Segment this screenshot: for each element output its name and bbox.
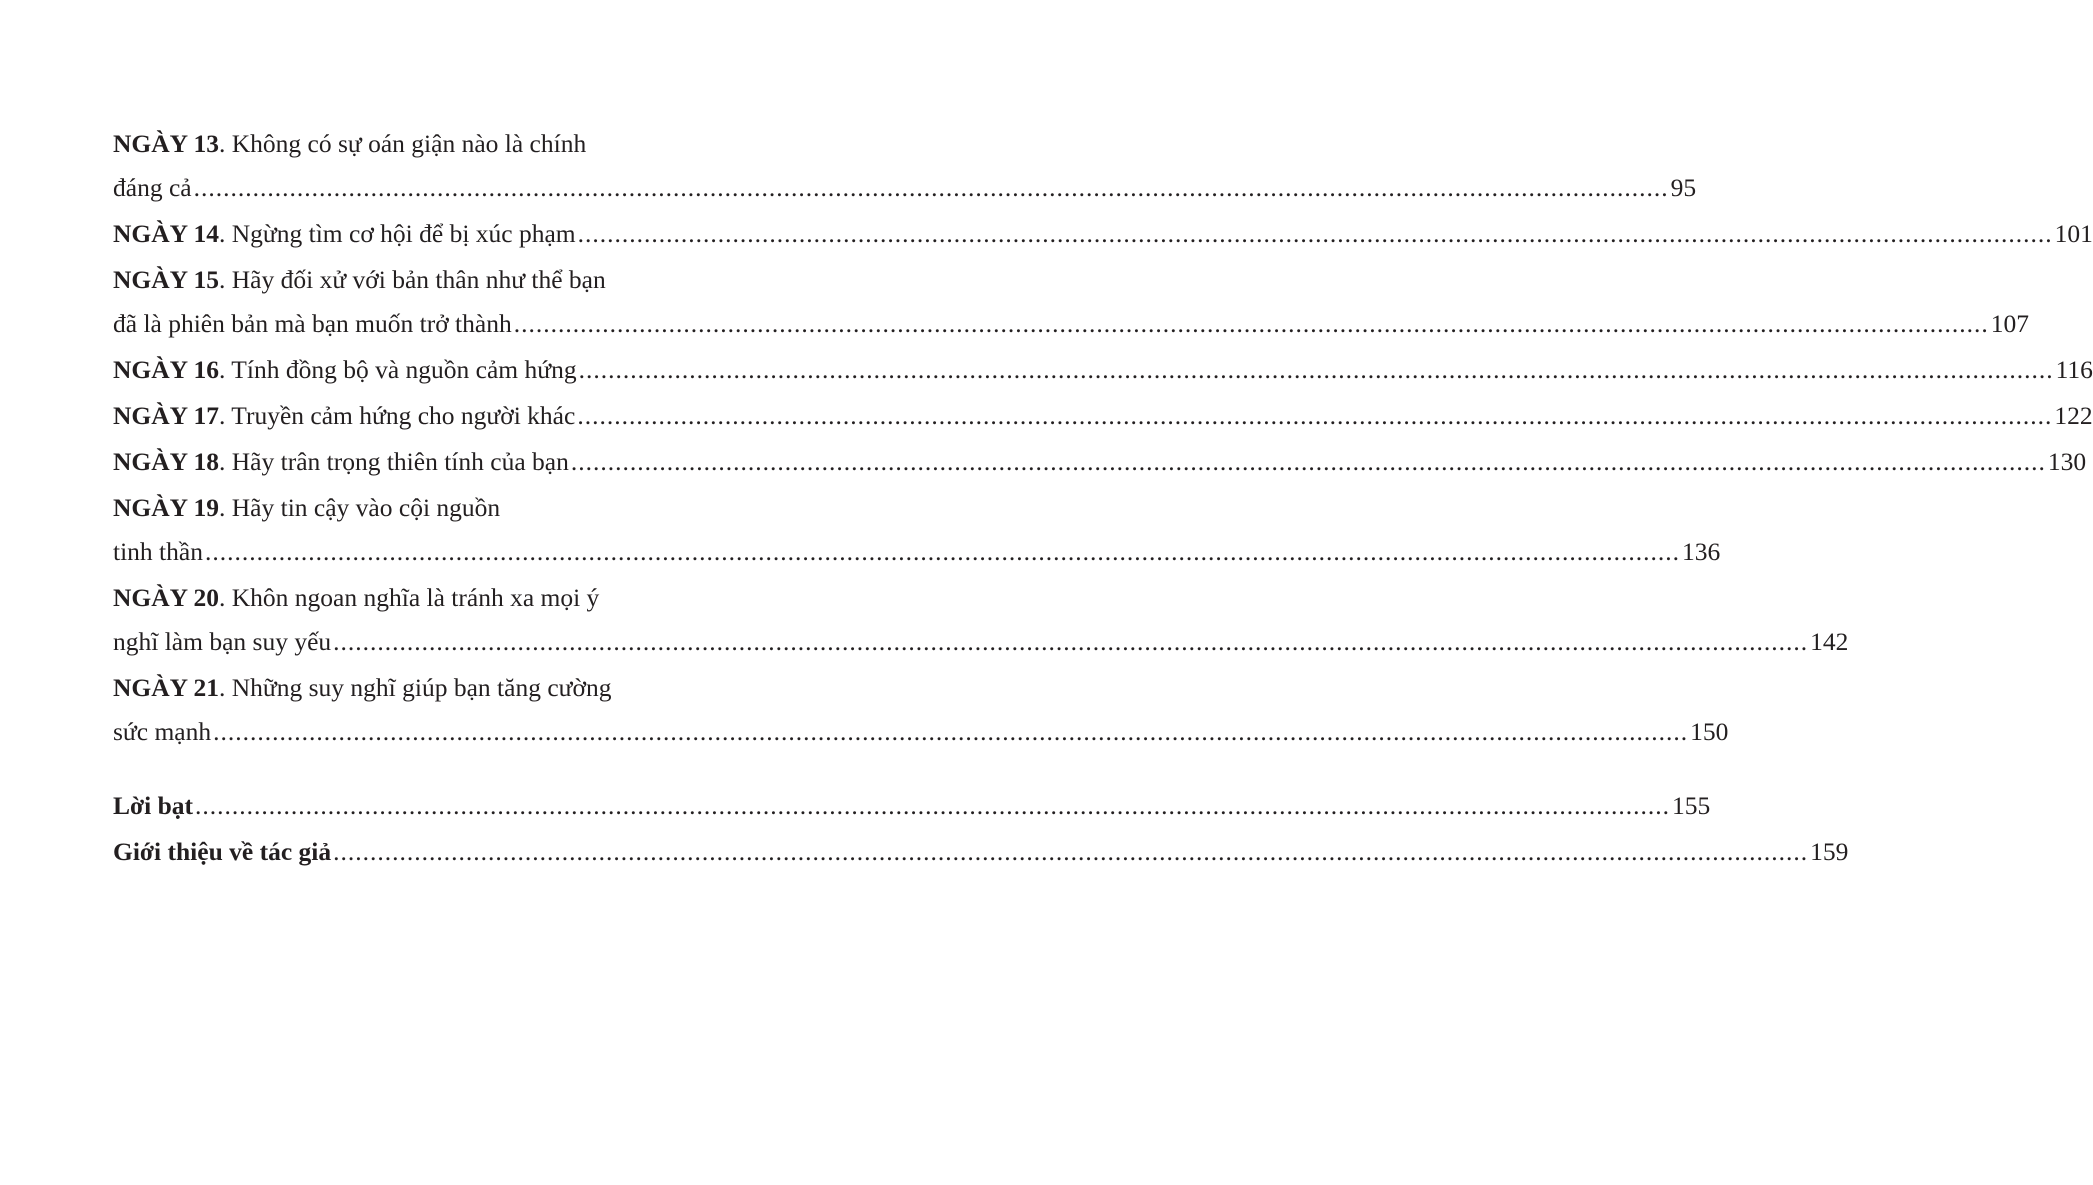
toc-entry-title: . Không có sự oán giận nào là chính: [219, 129, 587, 158]
toc-entry-title: . Hãy trân trọng thiên tính của bạn: [219, 447, 569, 476]
toc-entry-about-author: [113, 830, 1849, 874]
dot-leader: ........................................................................................................................................................................................................: [577, 401, 2053, 430]
toc-entry-page: 155: [1672, 791, 1711, 820]
toc-entry-page: 159: [1810, 837, 1849, 866]
toc-entry-label: NGÀY 13: [113, 129, 220, 158]
section-spacer: [113, 754, 632, 784]
toc-entry-title: . Khôn ngoan nghĩa là tránh xa mọi ý: [219, 583, 600, 612]
toc-entry-day-21: [113, 666, 1729, 754]
toc-entry-page: 116: [2055, 355, 2093, 384]
toc-entry-label: NGÀY 14: [113, 219, 220, 248]
dot-leader: ........................................................................................................................................................................................................: [213, 717, 1689, 746]
toc-entry-day-14: [113, 212, 2093, 256]
toc-entry-page: 150: [1690, 717, 1729, 746]
toc-entry-label: NGÀY 15: [113, 265, 220, 294]
toc-entry-day-18: [113, 440, 2087, 484]
toc-entry-day-17: [113, 394, 2093, 438]
toc-entry-page: 107: [1990, 309, 2029, 338]
dot-leader: ........................................................................................................................................................................................................: [193, 173, 1669, 202]
toc-entry-title: . Truyền cảm hứng cho người khác: [219, 401, 576, 430]
toc-entry-label: Giới thiệu về tác giả: [113, 837, 332, 866]
toc-entry-page: 95: [1670, 173, 1697, 202]
toc-entry-title: . Hãy tin cậy vào cội nguồn: [219, 493, 501, 522]
toc-entry-day-13: [113, 122, 1697, 210]
table-of-contents: [113, 122, 2093, 874]
toc-entry-label: NGÀY 17: [113, 401, 220, 430]
toc-entry-label: Lời bạt: [113, 791, 194, 820]
toc-entry-title: . Hãy đối xử với bản thân như thể bạn: [219, 265, 606, 294]
dot-leader: ........................................................................................................................................................................................................: [204, 537, 1680, 566]
toc-entry-title-continued: đáng cả: [113, 173, 192, 202]
toc-entry-label: NGÀY 20: [113, 583, 220, 612]
dot-leader: ........................................................................................................................................................................................................: [577, 219, 2053, 248]
toc-entry-label: NGÀY 18: [113, 447, 220, 476]
dot-leader: ........................................................................................................................................................................................................: [333, 837, 1809, 866]
toc-entry-page: 130: [2047, 447, 2087, 476]
toc-entry-title: . Những suy nghĩ giúp bạn tăng cường: [219, 673, 612, 702]
dot-leader: ........................................................................................................................................................................................................: [513, 309, 1989, 338]
toc-entry-day-20: [113, 576, 1849, 664]
toc-entry-day-16: [113, 348, 2093, 392]
dot-leader: ........................................................................................................................................................................................................: [333, 627, 1809, 656]
toc-entry-label: NGÀY 21: [113, 673, 220, 702]
toc-entry-title-continued: sức mạnh: [113, 717, 212, 746]
toc-entry-label: NGÀY 16: [113, 355, 220, 384]
dot-leader: ........................................................................................................................................................................................................: [195, 791, 1671, 820]
toc-entry-page: 142: [1810, 627, 1849, 656]
toc-entry-page: 122: [2054, 401, 2093, 430]
dot-leader: ........................................................................................................................................................................................................: [570, 447, 2046, 476]
toc-entry-label: NGÀY 19: [113, 493, 220, 522]
toc-entry-page: 101: [2054, 219, 2093, 248]
toc-entry-day-19: [113, 486, 1721, 574]
toc-entry-page: 136: [1681, 537, 1721, 566]
toc-entry-afterword: [113, 784, 1711, 828]
toc-entry-title-continued: đã là phiên bản mà bạn muốn trở thành: [113, 309, 512, 338]
dot-leader: ........................................................................................................................................................................................................: [578, 355, 2054, 384]
toc-entry-day-15: [113, 258, 2029, 346]
toc-entry-title: . Ngừng tìm cơ hội để bị xúc phạm: [219, 219, 576, 248]
toc-entry-title-continued: tinh thần: [113, 537, 203, 566]
toc-entry-title: . Tính đồng bộ và nguồn cảm hứng: [219, 355, 577, 384]
toc-entry-title-continued: nghĩ làm bạn suy yếu: [113, 627, 332, 656]
